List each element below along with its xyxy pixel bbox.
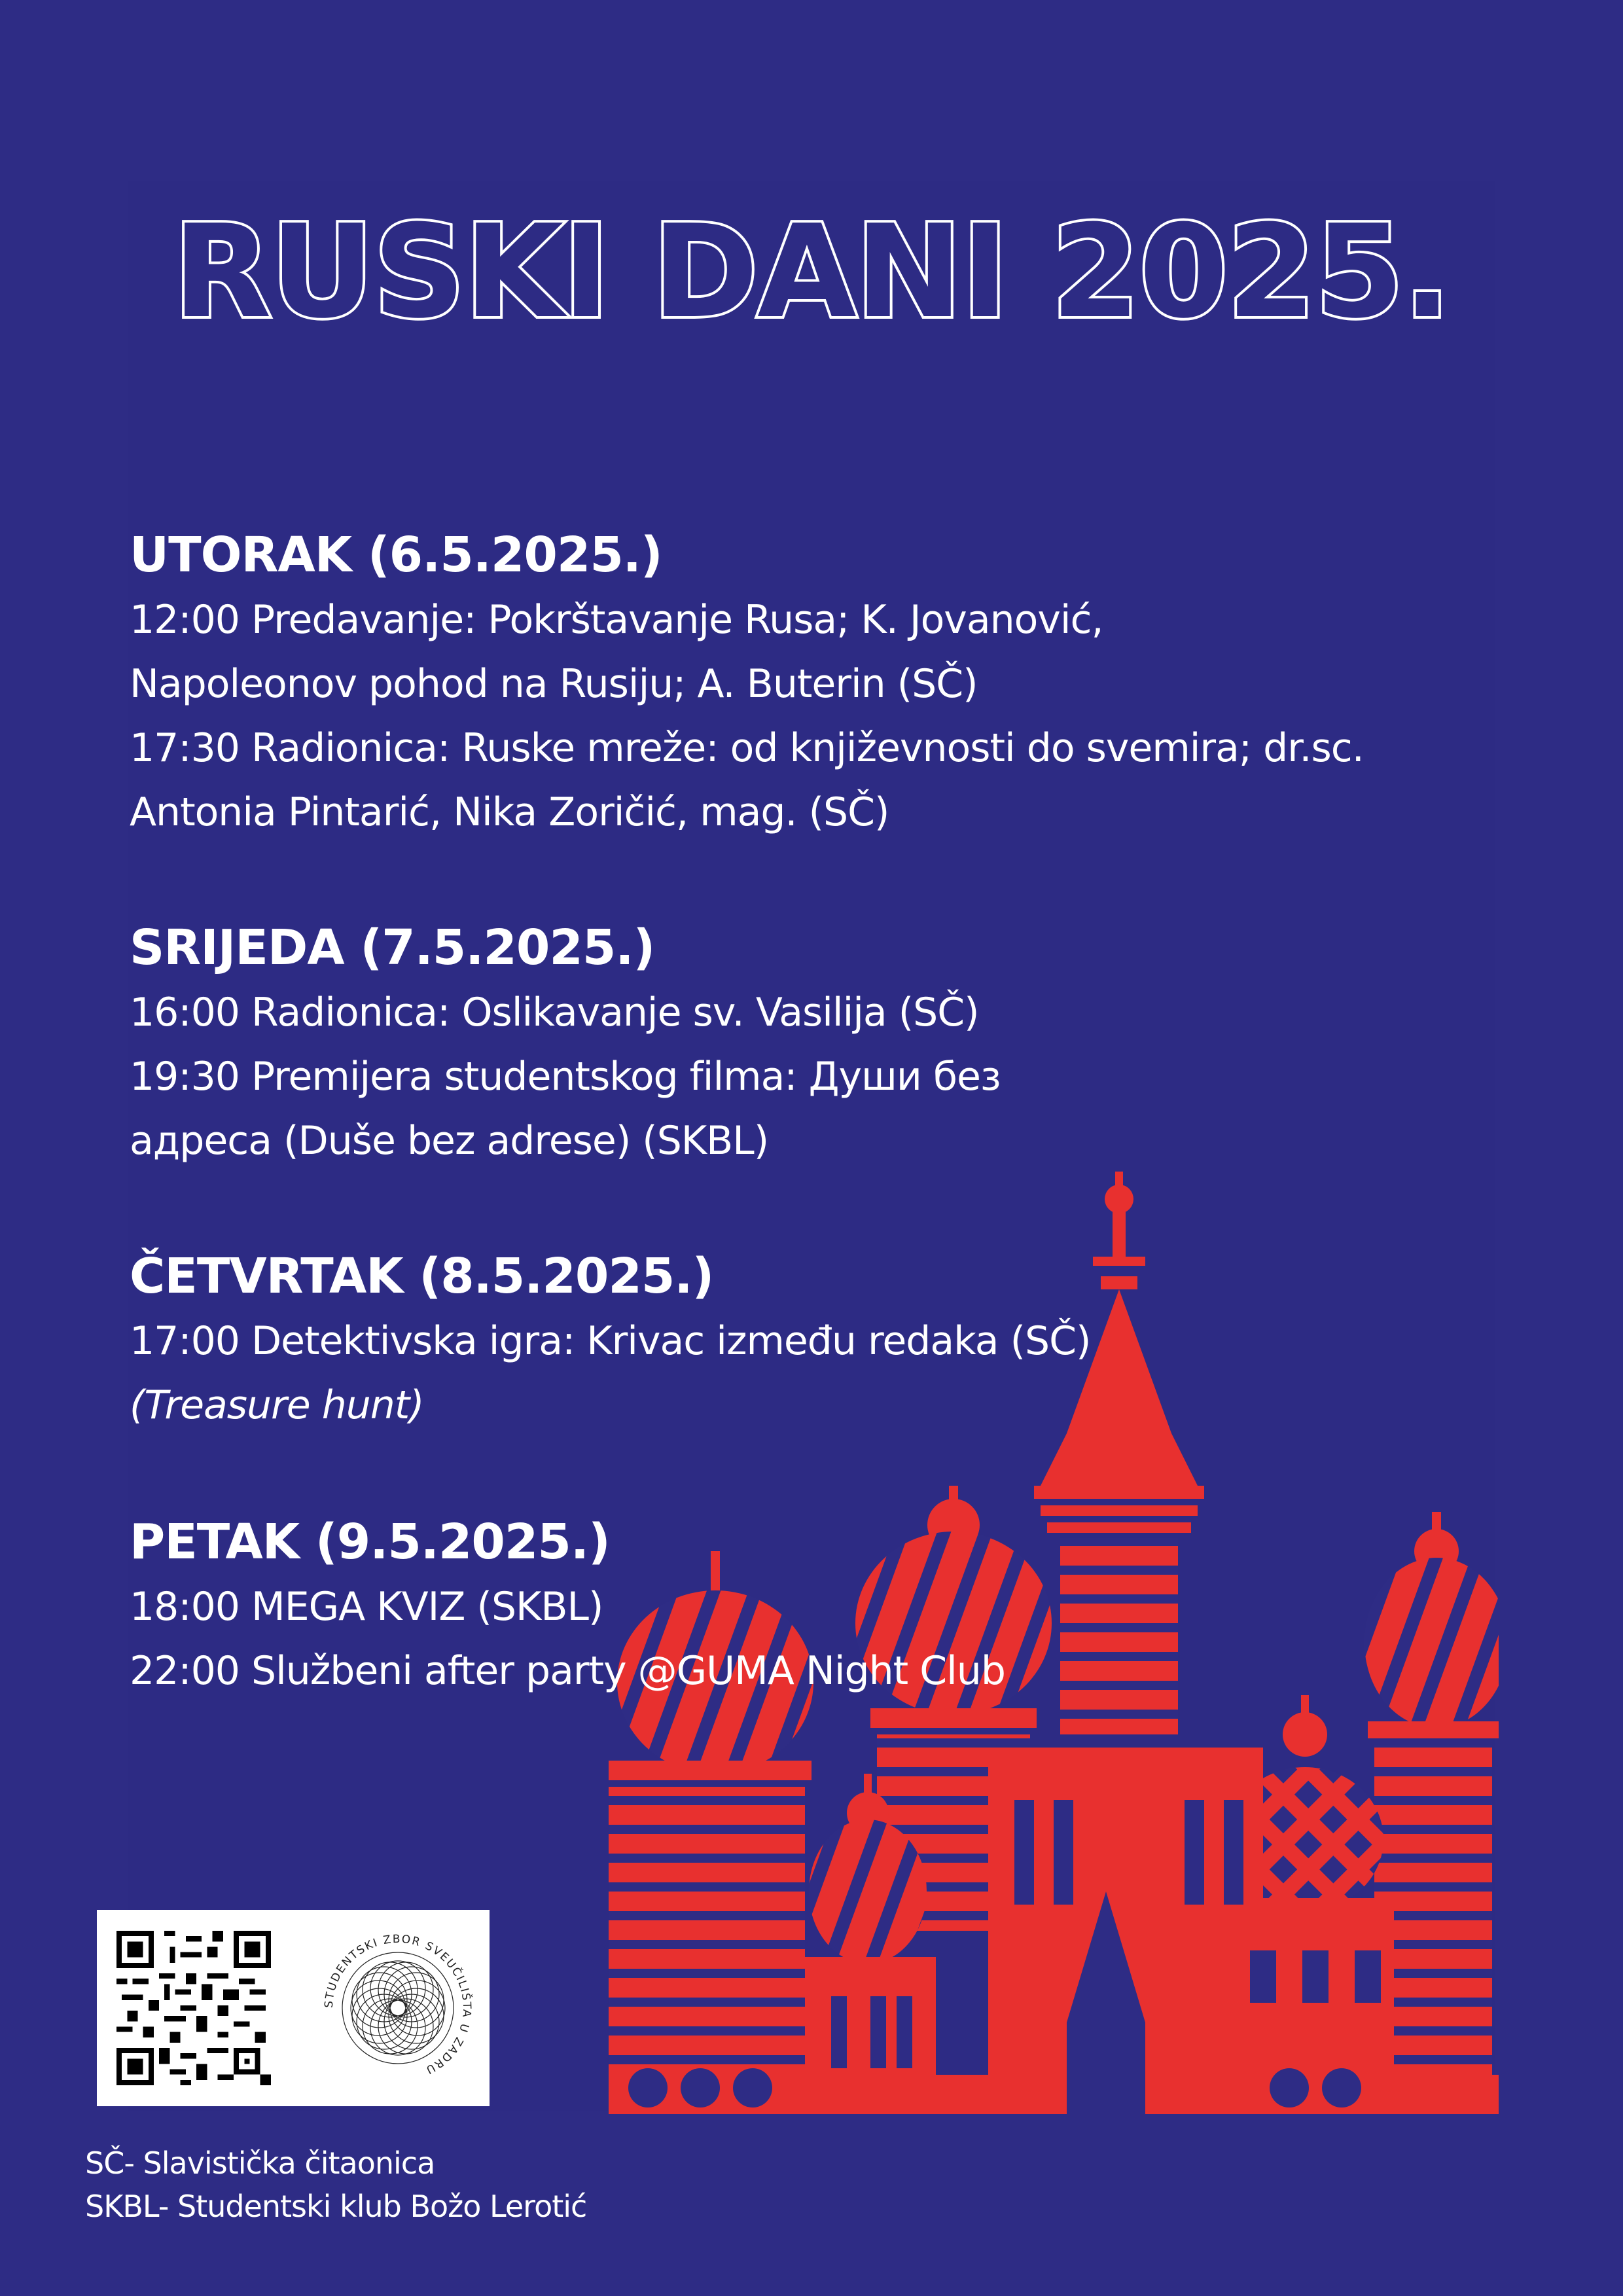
student-union-seal-icon [313,1923,483,2093]
legend-line: SČ- Slavistička čitaonica [85,2145,435,2181]
day-heading: UTORAK (6.5.2025.) [130,527,662,583]
schedule-line: Antonia Pintarić, Nika Zoričić, mag. (SČ) [130,789,889,835]
day-block-thursday [130,1244,1504,1437]
day-heading: SRIJEDA (7.5.2025.) [130,920,655,976]
schedule-line: 18:00 MEGA KVIZ (SKBL) [130,1584,603,1630]
day-heading: PETAK (9.5.2025.) [130,1514,610,1570]
day-block-wednesday [130,915,1504,1173]
schedule-line: адреса (Duše bez adrese) (SKBL) [130,1118,769,1164]
day-heading: ČETVRTAK (8.5.2025.) [130,1248,714,1304]
schedule-line: Napoleonov pohod na Rusiju; A. Buterin (SČ) [130,661,978,707]
schedule-line: 22:00 Službeni after party @GUMA Night Club [130,1648,1005,1694]
legend-line: SKBL- Studentski klub Božo Lerotić [85,2189,587,2224]
schedule-line: 16:00 Radionica: Oslikavanje sv. Vasilija (SČ) [130,990,979,1035]
abbreviation-legend [85,2142,586,2228]
day-block-tuesday [130,522,1504,844]
schedule-line: 19:30 Premijera studentskog filma: Души без [130,1054,1001,1100]
schedule-line: 17:00 Detektivska igra: Krivac između redaka (SČ) [130,1318,1091,1364]
schedule-line: 12:00 Predavanje: Pokrštavanje Rusa; K. Jovanović, [130,597,1103,643]
seal-text: STUDENTSKI ZBOR SVEUČILIŠTA U ZADRU [322,1932,474,2077]
event-title: RUSKI DANI 2025. [173,198,1450,347]
schedule-line: (Treasure hunt) [130,1382,424,1428]
day-block-friday [130,1509,1504,1703]
schedule-line: 17:30 Radionica: Ruske mreže: od književnosti do svemira; dr.sc. [130,725,1364,771]
logo-badge [97,1910,490,2106]
qr-code-icon[interactable] [116,1931,271,2085]
